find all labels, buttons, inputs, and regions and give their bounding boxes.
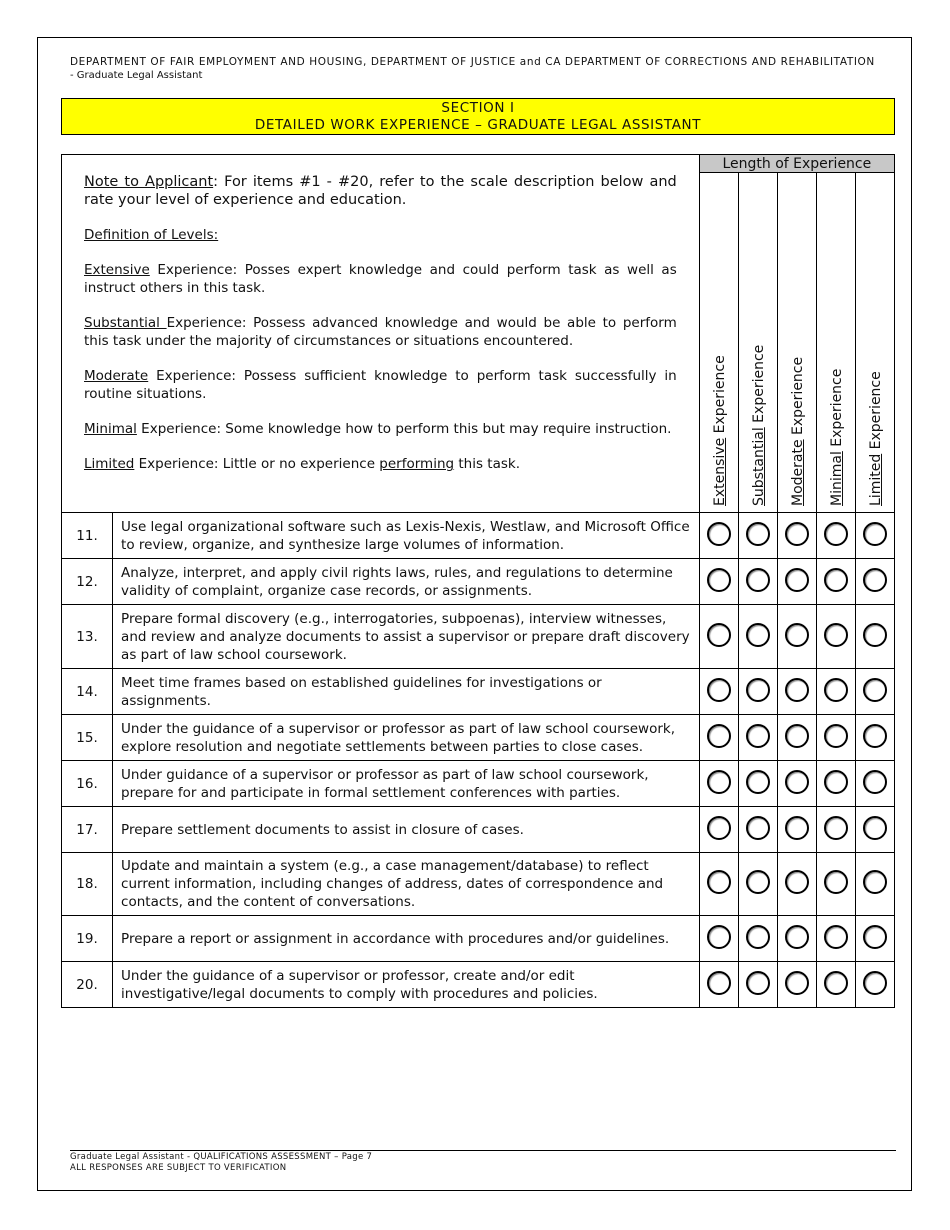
rating-cell	[816, 916, 855, 962]
rating-cell	[738, 761, 777, 807]
rating-cell	[855, 513, 894, 559]
rating-radio-button[interactable]	[863, 870, 887, 894]
column-header-label	[751, 345, 767, 506]
rating-cell	[738, 559, 777, 605]
rating-radio-button[interactable]	[824, 678, 848, 702]
rating-radio-button[interactable]	[746, 678, 770, 702]
column-header-label	[829, 369, 845, 506]
item-number: 19.	[62, 916, 113, 962]
rating-cell	[816, 715, 855, 761]
level-term: Minimal	[84, 421, 137, 437]
rating-cell	[816, 513, 855, 559]
length-of-experience-header: Length of Experience	[699, 155, 894, 173]
rating-radio-button[interactable]	[824, 925, 848, 949]
page-footer	[70, 1152, 372, 1174]
instructions-cell	[62, 155, 700, 513]
rating-radio-button[interactable]	[824, 770, 848, 794]
rating-cell	[777, 715, 816, 761]
rating-radio-button[interactable]	[863, 568, 887, 592]
column-level-suffix: Experience	[828, 368, 845, 452]
column-level-term: Limited	[867, 453, 884, 506]
table-row	[62, 962, 895, 1008]
rating-radio-button[interactable]	[785, 568, 809, 592]
rating-radio-button[interactable]	[863, 971, 887, 995]
rating-radio-button[interactable]	[785, 816, 809, 840]
rating-radio-button[interactable]	[863, 925, 887, 949]
section-banner	[61, 98, 895, 135]
rating-radio-button[interactable]	[746, 770, 770, 794]
rating-cell	[738, 605, 777, 669]
rating-radio-button[interactable]	[824, 568, 848, 592]
item-number: 13.	[62, 605, 113, 669]
rating-radio-button[interactable]	[785, 925, 809, 949]
rating-cell	[738, 715, 777, 761]
rating-cell	[855, 761, 894, 807]
level-desc-underlined: performing	[379, 456, 455, 472]
definition-label: Definition of Levels:	[84, 227, 219, 243]
column-level-suffix: Experience	[750, 344, 767, 428]
rating-cell	[699, 559, 738, 605]
table-row	[62, 715, 895, 761]
table-row	[62, 605, 895, 669]
table-row	[62, 559, 895, 605]
rating-radio-button[interactable]	[707, 522, 731, 546]
rating-radio-button[interactable]	[746, 623, 770, 647]
rating-cell	[855, 853, 894, 916]
rating-cell	[738, 513, 777, 559]
level-definition	[84, 367, 677, 403]
rating-radio-button[interactable]	[746, 870, 770, 894]
column-level-term: Moderate	[789, 439, 806, 506]
rating-cell	[777, 513, 816, 559]
rating-radio-button[interactable]	[863, 522, 887, 546]
column-header	[777, 173, 816, 513]
rating-radio-button[interactable]	[707, 678, 731, 702]
column-level-term: Minimal	[828, 451, 845, 506]
table-row	[62, 853, 895, 916]
column-level-suffix: Experience	[867, 371, 884, 454]
rating-cell	[738, 853, 777, 916]
rating-cell	[699, 962, 738, 1008]
section-label: SECTION I	[441, 100, 515, 116]
rating-cell	[738, 916, 777, 962]
rating-radio-button[interactable]	[746, 925, 770, 949]
rating-radio-button[interactable]	[785, 870, 809, 894]
note-label: Note to Applicant	[84, 174, 214, 190]
table-row	[62, 761, 895, 807]
item-task: Prepare a report or assignment in accordance with procedures and/or guidelines.	[113, 916, 700, 962]
rating-cell	[699, 807, 738, 853]
item-task: Under the guidance of a supervisor or professor, create and/or edit investigative/legal documents to comply with procedures and policies.	[113, 962, 700, 1008]
item-number: 17.	[62, 807, 113, 853]
item-task: Prepare settlement documents to assist in closure of cases.	[113, 807, 700, 853]
rating-cell	[816, 853, 855, 916]
table-row	[62, 513, 895, 559]
rating-cell	[699, 853, 738, 916]
rating-cell	[699, 916, 738, 962]
rating-radio-button[interactable]	[707, 870, 731, 894]
rating-radio-button[interactable]	[707, 724, 731, 748]
rating-cell	[699, 669, 738, 715]
level-term: Limited	[84, 456, 135, 472]
rating-cell	[816, 761, 855, 807]
item-task: Update and maintain a system (e.g., a case management/database) to reflect current information, including changes of address, dates of correspondence and contacts, and the content of conversations.	[113, 853, 700, 916]
rating-radio-button[interactable]	[863, 770, 887, 794]
rating-cell	[777, 559, 816, 605]
document-header	[70, 55, 895, 83]
column-header-label	[790, 357, 806, 506]
rating-radio-button[interactable]	[863, 623, 887, 647]
footer-title: Graduate Legal Assistant - QUALIFICATIONS ASSESSMENT – Page 7	[70, 1152, 373, 1162]
rating-radio-button[interactable]	[785, 770, 809, 794]
item-task: Analyze, interpret, and apply civil rights laws, rules, and regulations to determine validity of complaint, organize case records, or assignments.	[113, 559, 700, 605]
column-header-label	[712, 355, 728, 506]
level-definitions	[84, 261, 677, 438]
item-number: 20.	[62, 962, 113, 1008]
header-departments: DEPARTMENT OF FAIR EMPLOYMENT AND HOUSING, DEPARTMENT OF JUSTICE and CA DEPARTMENT OF CORRECTIONS AND REHABILITATION	[70, 56, 875, 68]
rating-radio-button[interactable]	[707, 816, 731, 840]
item-number: 12.	[62, 559, 113, 605]
level-desc-end: this task.	[454, 456, 521, 472]
table-row	[62, 807, 895, 853]
level-term: Extensive	[84, 262, 150, 278]
rating-cell	[777, 916, 816, 962]
rating-radio-button[interactable]	[824, 816, 848, 840]
rating-radio-button[interactable]	[746, 568, 770, 592]
item-task: Meet time frames based on established guidelines for investigations or assignments.	[113, 669, 700, 715]
rating-cell	[738, 669, 777, 715]
rating-cell	[855, 962, 894, 1008]
rating-radio-button[interactable]	[824, 870, 848, 894]
rating-radio-button[interactable]	[746, 522, 770, 546]
rating-radio-button[interactable]	[785, 623, 809, 647]
column-header	[738, 173, 777, 513]
note-text: : For items #1 - #20, refer to the scale description below and rate your level of experience and education.	[84, 174, 677, 208]
rating-cell	[855, 916, 894, 962]
rating-cell	[777, 962, 816, 1008]
column-header-label	[868, 371, 884, 506]
rating-radio-button[interactable]	[746, 724, 770, 748]
level-desc: Experience: Possess sufficient knowledge to perform task successfully in routine situations.	[84, 368, 677, 402]
level-definition	[84, 455, 677, 473]
rating-radio-button[interactable]	[824, 724, 848, 748]
rating-radio-button[interactable]	[785, 971, 809, 995]
rating-cell	[738, 807, 777, 853]
item-number: 16.	[62, 761, 113, 807]
rating-cell	[699, 605, 738, 669]
table-row	[62, 916, 895, 962]
footer-rule	[70, 1150, 896, 1151]
note-paragraph	[84, 173, 677, 209]
column-level-suffix: Experience	[789, 356, 806, 440]
item-number: 15.	[62, 715, 113, 761]
rating-radio-button[interactable]	[785, 724, 809, 748]
section-title: DETAILED WORK EXPERIENCE – GRADUATE LEGAL ASSISTANT	[254, 117, 702, 133]
rating-cell	[816, 962, 855, 1008]
rating-cell	[777, 669, 816, 715]
table-row	[62, 669, 895, 715]
rating-cell	[777, 761, 816, 807]
rating-radio-button[interactable]	[785, 522, 809, 546]
rating-cell	[738, 962, 777, 1008]
rating-radio-button[interactable]	[746, 971, 770, 995]
header-position: - Graduate Legal Assistant	[70, 70, 203, 81]
experience-table	[61, 154, 895, 1008]
rating-radio-button[interactable]	[824, 522, 848, 546]
rating-cell	[855, 807, 894, 853]
rating-cell	[816, 669, 855, 715]
level-definition	[84, 261, 677, 297]
level-desc: Experience: Posses expert knowledge and could perform task as well as instruct others in this task.	[84, 262, 677, 296]
column-header	[816, 173, 855, 513]
footer-verification: ALL RESPONSES ARE SUBJECT TO VERIFICATION	[70, 1163, 287, 1173]
rating-radio-button[interactable]	[707, 971, 731, 995]
rating-cell	[855, 669, 894, 715]
rating-radio-button[interactable]	[707, 568, 731, 592]
rating-cell	[777, 605, 816, 669]
item-number: 14.	[62, 669, 113, 715]
level-definition	[84, 420, 677, 438]
item-task: Use legal organizational software such as Lexis-Nexis, Westlaw, and Microsoft Office to review, organize, and synthesize large volumes of information.	[113, 513, 700, 559]
rating-cell	[855, 559, 894, 605]
rating-radio-button[interactable]	[746, 816, 770, 840]
rating-radio-button[interactable]	[824, 623, 848, 647]
rating-cell	[699, 513, 738, 559]
column-header	[855, 173, 894, 513]
item-number: 18.	[62, 853, 113, 916]
rating-cell	[699, 761, 738, 807]
level-desc: Experience: Possess advanced knowledge and would be able to perform this task under the majority of circumstances or situations encountered.	[84, 315, 677, 349]
item-number: 11.	[62, 513, 113, 559]
column-header	[699, 173, 738, 513]
rating-cell	[777, 853, 816, 916]
level-term: Substantial	[84, 315, 167, 331]
rating-cell	[816, 807, 855, 853]
rating-radio-button[interactable]	[863, 678, 887, 702]
rating-radio-button[interactable]	[707, 925, 731, 949]
rating-radio-button[interactable]	[707, 770, 731, 794]
level-definition	[84, 314, 677, 350]
rating-radio-button[interactable]	[863, 724, 887, 748]
definition-heading	[84, 226, 677, 244]
rating-cell	[699, 715, 738, 761]
column-level-term: Substantial	[750, 427, 767, 506]
rating-cell	[855, 715, 894, 761]
column-level-suffix: Experience	[711, 355, 728, 438]
rating-radio-button[interactable]	[707, 623, 731, 647]
level-term: Moderate	[84, 368, 149, 384]
level-desc: Experience: Some knowledge how to perform this but may require instruction.	[136, 421, 672, 437]
rating-cell	[816, 559, 855, 605]
rating-cell	[777, 807, 816, 853]
rating-radio-button[interactable]	[824, 971, 848, 995]
item-task: Under guidance of a supervisor or professor as part of law school coursework, prepare for and participate in formal settlement conferences with parties.	[113, 761, 700, 807]
item-task: Prepare formal discovery (e.g., interrogatories, subpoenas), interview witnesses, and review and analyze documents to assist a supervisor or prepare draft discovery as part of law school coursework.	[113, 605, 700, 669]
rating-radio-button[interactable]	[785, 678, 809, 702]
rating-cell	[855, 605, 894, 669]
column-level-term: Extensive	[711, 437, 728, 506]
rating-radio-button[interactable]	[863, 816, 887, 840]
item-task: Under the guidance of a supervisor or professor as part of law school coursework, explore resolution and negotiate settlements between parties to close cases.	[113, 715, 700, 761]
rating-cell	[816, 605, 855, 669]
level-desc: Experience: Little or no experience	[134, 456, 380, 472]
